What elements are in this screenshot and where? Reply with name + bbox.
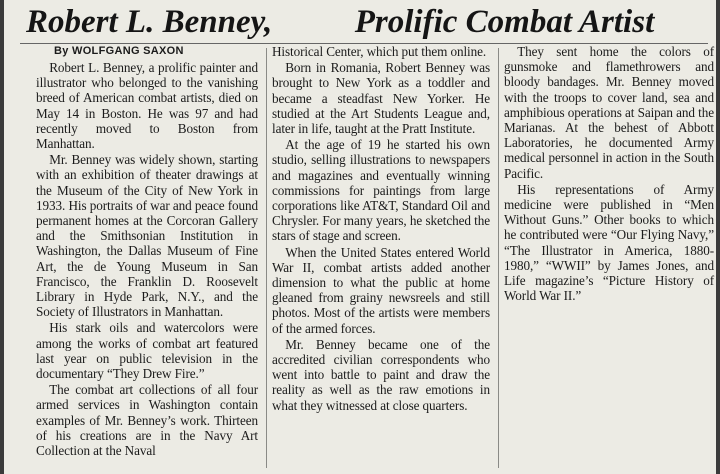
article-column-2: [272, 44, 490, 414]
paragraph: Mr. Benney became one of the accredited civilian correspondents who went into battle to paint and draw the reality as well as the raw emotions in what they witnessed at close quarters.: [272, 336, 490, 413]
article-column-1: [36, 44, 258, 459]
paragraph: His representations of Army medicine were published in “Men Without Guns.” Other books to which he contributed were “Our Flying Navy,” “The Illustrator in America, 1880-1980,” “WWII” by James Jones, and Life magazine’s “Picture History of World War II.”: [504, 181, 714, 304]
paragraph: Mr. Benney was widely shown, starting with an exhibition of theater drawings at the Museum of the City of New York in 1933. His portraits of war and peace found permanent homes at the Corcoran Gallery and the Smithsonian Institution in Washington, the Dallas Museum of Fine Art, the de Young Museum in San Francisco, the Franklin D. Roosevelt Library in Hyde Park, N.Y., and the Society of Illustrators in Manhattan.: [36, 152, 258, 320]
paragraph: The combat art collections of all four armed services in Washington contain examples of Mr. Benney’s work. Thirteen of his creations are in the Navy Art Collection at the Naval: [36, 382, 258, 459]
headline: [26, 2, 696, 42]
paragraph: At the age of 19 he started his own studio, selling illustrations to newspapers and magazines and eventually winning commissions for paintings from large corporations like AT&T, Standard Oil and Chrysler. For many years, he sketched the stars of stage and screen.: [272, 137, 490, 244]
paragraph: They sent home the colors of gunsmoke and flamethrowers and bloody bandages. Mr. Benney moved with the troops to cover land, sea and amphibious operations at Saipan and the Marianas. At the behest of Abbott Laboratories, he documented Army medical personnel in action in the South Pacific.: [504, 44, 714, 181]
headline-subtitle: Prolific Combat Artist: [354, 4, 655, 40]
article-column-3: [504, 44, 714, 304]
paragraph: When the United States entered World War II, combat artists added another dimension to what the public at home gleaned from grainy newsreels and still photos. Most of the artists were members of the armed forces.: [272, 244, 490, 336]
headline-name: Robert L. Benney,: [26, 4, 273, 40]
paragraph: Historical Center, which put them online.: [272, 44, 487, 59]
paragraph: Born in Romania, Robert Benney was brought to New York as a toddler and became a steadfast New Yorker. He studied at the Art Students League and, later in life, taught at the Pratt Institute.: [272, 60, 490, 137]
paragraph: His stark oils and watercolors were among the works of combat art featured last year on public television in the documentary “They Drew Fire.”: [36, 320, 258, 382]
column-divider: [498, 48, 499, 468]
column-divider: [266, 48, 267, 468]
newspaper-clipping: [4, 0, 716, 474]
paragraph: Robert L. Benney, a prolific painter and illustrator who belonged to the vanishing breed of American combat artists, died on May 14 in Boston. He was 97 and had recently moved to Boston from Manhattan.: [36, 60, 258, 152]
byline: By WOLFGANG SAXON: [54, 45, 184, 57]
